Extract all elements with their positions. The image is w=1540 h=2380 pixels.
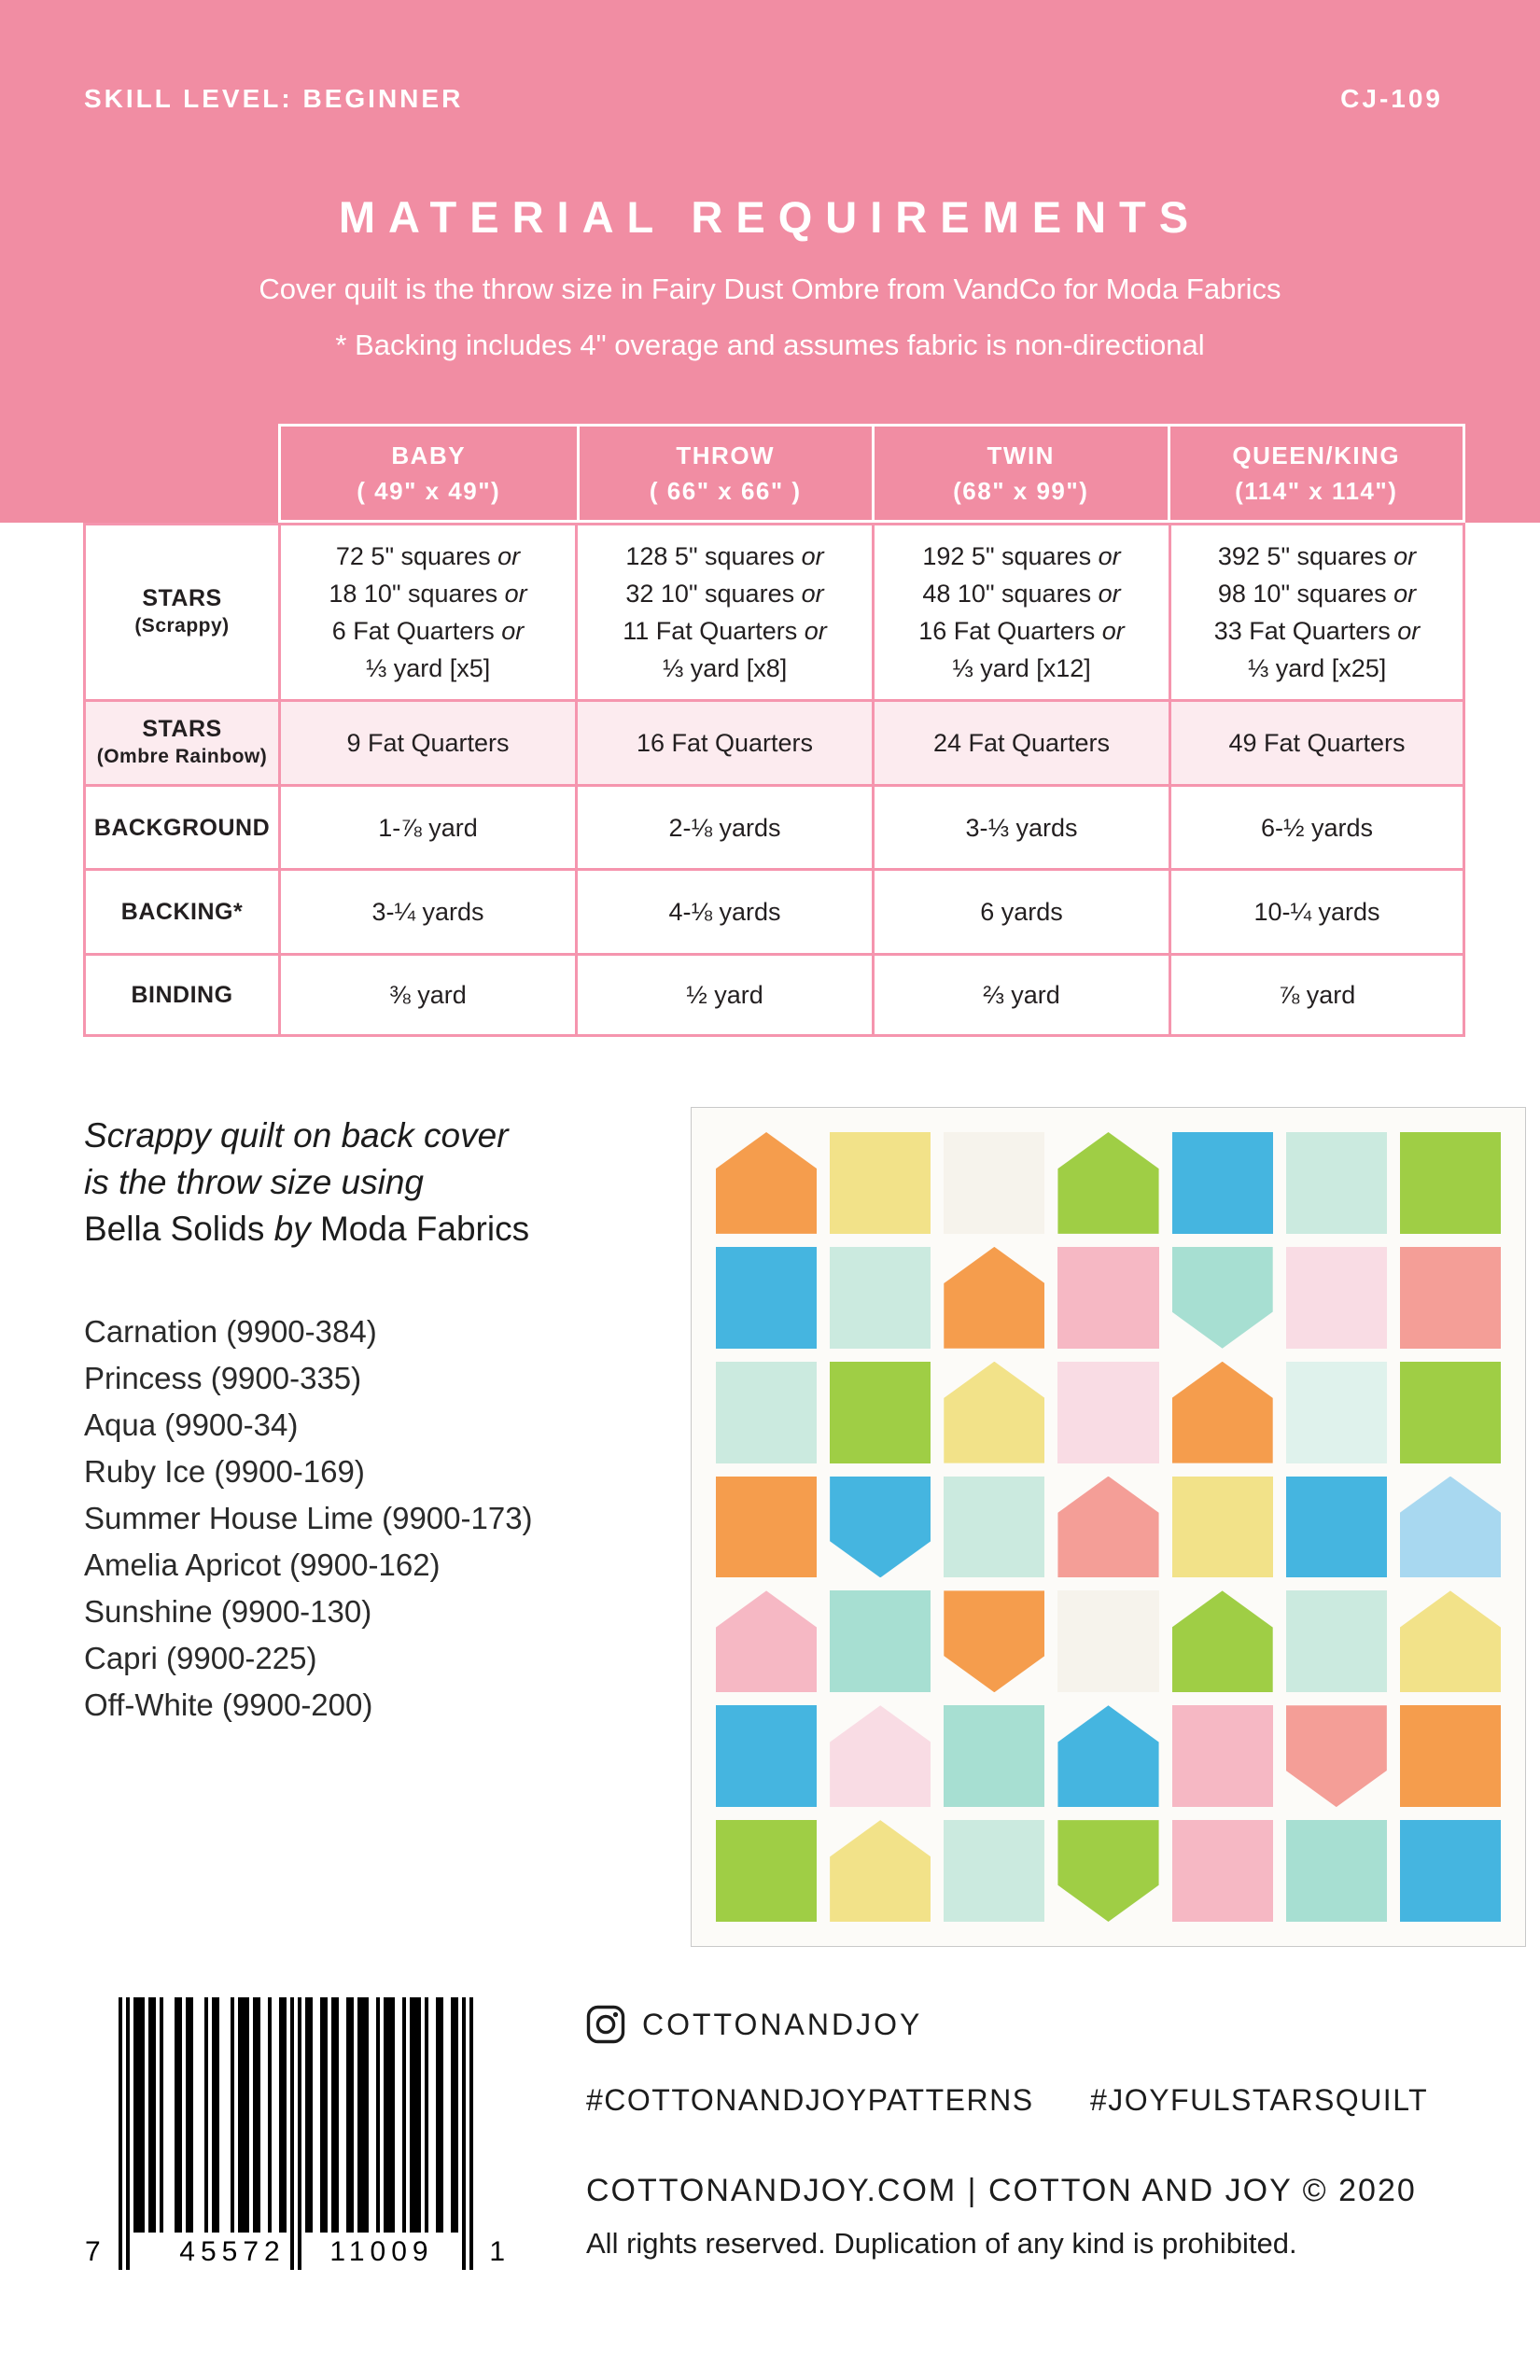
quilt-block (1057, 1477, 1158, 1578)
quilt-block (1172, 1247, 1273, 1349)
barcode-bar (469, 1997, 473, 2270)
quilt-block (1172, 1362, 1273, 1463)
quilt-block (1400, 1362, 1501, 1463)
quilt-block (1057, 1247, 1158, 1349)
row-label: BINDING (86, 953, 278, 1034)
quilt-block (830, 1705, 931, 1807)
subtitle-line-1: Cover quilt is the throw size in Fairy Dust Ombre from VandCo for Moda Fabrics (259, 273, 1281, 305)
barcode-bar (257, 1997, 260, 2233)
quilt-block (944, 1590, 1044, 1692)
quilt-block (716, 1247, 817, 1349)
subtitle-line-2: * Backing includes 4" overage and assumes fabric is non-directional (335, 329, 1205, 361)
quilt-block (944, 1247, 1044, 1349)
barcode-bar (417, 1997, 421, 2233)
table-cell: 9 Fat Quarters (278, 699, 575, 784)
quilt-block (716, 1132, 817, 1234)
quilt-block (1400, 1820, 1501, 1922)
barcode-bar (204, 1997, 208, 2233)
quilt-block (1057, 1820, 1158, 1922)
table-cell: 16 Fat Quarters (575, 699, 872, 784)
quilt-block (1286, 1362, 1387, 1463)
barcode-bar (309, 1997, 313, 2233)
barcode-bar (119, 1997, 122, 2270)
quilt-block (944, 1132, 1044, 1234)
quilt-block (944, 1362, 1044, 1463)
fabric-list-item: Summer House Lime (9900-173) (84, 1501, 533, 1535)
instagram-row (586, 2005, 922, 2044)
skill-level-label: SKILL LEVEL: BEGINNER (84, 84, 464, 113)
quilt-block (1057, 1132, 1158, 1234)
barcode-bar (160, 1997, 163, 2233)
quilt-block (1286, 1705, 1387, 1807)
quilt-block (830, 1590, 931, 1692)
table-cell: 10-¼ yards (1169, 868, 1463, 953)
note-line-2: is the throw size using (84, 1163, 425, 1201)
table-cell: ½ yard (575, 953, 872, 1034)
fabric-list-item: Off-White (9900-200) (84, 1687, 373, 1722)
barcode-bar (425, 1997, 428, 2233)
quilt-block (944, 1477, 1044, 1578)
row-label: BACKING* (86, 868, 278, 953)
fabric-list-item: Princess (9900-335) (84, 1361, 362, 1395)
hashtag-patterns: #COTTONANDJOYPATTERNS (586, 2083, 1034, 2117)
barcode-bar (178, 1997, 182, 2233)
quilt-block (1400, 1590, 1501, 1692)
quilt-block (830, 1247, 931, 1349)
barcode-bar (462, 1997, 466, 2270)
column-header: THROW ( 66" x 66" ) (577, 427, 873, 520)
page-title: MATERIAL REQUIREMENTS (338, 192, 1202, 242)
barcode-bar (324, 1997, 328, 2233)
quilt-block (1286, 1820, 1387, 1922)
barcode-bar (283, 1997, 287, 2233)
barcode-bar (391, 1997, 395, 2233)
quilt-block (716, 1705, 817, 1807)
fabric-color-list (84, 1309, 533, 1729)
quilt-block (1172, 1820, 1273, 1922)
quilt-block (1172, 1477, 1273, 1578)
materials-table-column-headers (278, 424, 1465, 523)
barcode-bar (350, 1997, 354, 2233)
table-cell: 49 Fat Quarters (1169, 699, 1463, 784)
quilt-block (944, 1820, 1044, 1922)
table-cell: 1-⅞ yard (278, 784, 575, 868)
barcode-bar (152, 1997, 156, 2233)
quilt-block (716, 1477, 817, 1578)
barcode-bar (365, 1997, 369, 2233)
quilt-block (830, 1132, 931, 1234)
barcode-bar (216, 1997, 219, 2233)
barcode-bar (298, 1997, 301, 2270)
barcode-bar (126, 1997, 130, 2270)
website-copyright-line: COTTONANDJOY.COM | COTTON AND JOY © 2020 (586, 2173, 1417, 2208)
instagram-handle: COTTONANDJOY (642, 2007, 923, 2041)
barcode-bar (245, 1997, 249, 2233)
fabric-list-item: Amelia Apricot (9900-162) (84, 1547, 441, 1582)
barcode-bar (141, 1997, 145, 2233)
fabric-list-item: Sunshine (9900-130) (84, 1594, 372, 1629)
barcode-bar (268, 1997, 272, 2233)
quilt-block (830, 1820, 931, 1922)
upc-barcode (85, 1997, 505, 2277)
quilt-block (1286, 1247, 1387, 1349)
quilt-block (944, 1705, 1044, 1807)
table-cell: 192 5" squares or 48 10" squares or 16 Fat Quarters or ⅓ yard [x12] (872, 523, 1169, 699)
quilt-block (1172, 1590, 1273, 1692)
table-cell: ⅞ yard (1169, 953, 1463, 1034)
instagram-icon (586, 2005, 625, 2044)
barcode-bar (455, 1997, 458, 2233)
barcode-digits: 1 (489, 2236, 505, 2267)
quilt-block (1400, 1247, 1501, 1349)
quilt-block (830, 1477, 931, 1578)
quilt-block (716, 1820, 817, 1922)
quilt-block (1172, 1705, 1273, 1807)
quilt-block (1172, 1132, 1273, 1234)
fabric-list-item: Ruby Ice (9900-169) (84, 1454, 365, 1489)
quilt-block (1057, 1705, 1158, 1807)
barcode-bar (189, 1997, 193, 2233)
barcode-bar (376, 1997, 380, 2233)
quilt-block (1057, 1362, 1158, 1463)
note-line-3: Bella Solids by Moda Fabrics (84, 1210, 530, 1248)
barcode-bar (440, 1997, 443, 2233)
quilt-block (1400, 1132, 1501, 1234)
fabric-list-item: Capri (9900-225) (84, 1641, 317, 1675)
table-cell: 6-½ yards (1169, 784, 1463, 868)
table-cell: 3-¼ yards (278, 868, 575, 953)
note-line-1: Scrappy quilt on back cover (84, 1116, 509, 1155)
quilt-blocks (716, 1132, 1501, 1922)
barcode-digits: 11009 (329, 2236, 434, 2267)
barcode-bar (290, 1997, 294, 2270)
table-cell: 24 Fat Quarters (872, 699, 1169, 784)
table-cell: 128 5" squares or 32 10" squares or 11 Fat Quarters or ⅓ yard [x8] (575, 523, 872, 699)
table-cell: ⅜ yard (278, 953, 575, 1034)
row-label: STARS (Ombre Rainbow) (86, 699, 278, 784)
materials-table (83, 523, 1465, 1037)
column-header: BABY ( 49" x 49") (357, 441, 501, 505)
table-cell: 4-⅛ yards (575, 868, 872, 953)
quilt-block (830, 1362, 931, 1463)
table-cell: 2-⅛ yards (575, 784, 872, 868)
back-cover-note (84, 1113, 529, 1253)
fabric-list-item: Carnation (9900-384) (84, 1314, 377, 1349)
table-cell: 6 yards (872, 868, 1169, 953)
table-cell: 3-⅓ yards (872, 784, 1169, 868)
hashtag-quilt: #JOYFULSTARSQUILT (1090, 2083, 1429, 2117)
barcode-digits: 7 (85, 2236, 101, 2267)
pattern-code: CJ-109 (1340, 84, 1443, 113)
row-label: BACKGROUND (86, 784, 278, 868)
barcode-bar (231, 1997, 234, 2233)
quilt-block (716, 1590, 817, 1692)
column-header: TWIN (68" x 99") (872, 427, 1168, 520)
quilt-photo (691, 1107, 1526, 1947)
barcode-bar (402, 1997, 406, 2233)
barcode-bar (335, 1997, 339, 2233)
quilt-block (1286, 1132, 1387, 1234)
quilt-block (1400, 1477, 1501, 1578)
fabric-list-item: Aqua (9900-34) (84, 1407, 299, 1442)
barcode-digits: 45572 (179, 2236, 286, 2267)
column-header: QUEEN/KING (114" x 114") (1168, 427, 1463, 520)
quilt-block (1286, 1477, 1387, 1578)
quilt-block (1400, 1705, 1501, 1807)
table-cell: 392 5" squares or 98 10" squares or 33 Fat Quarters or ⅓ yard [x25] (1169, 523, 1463, 699)
table-cell: 72 5" squares or 18 10" squares or 6 Fat Quarters or ⅓ yard [x5] (278, 523, 575, 699)
table-cell: ⅔ yard (872, 953, 1169, 1034)
quilt-block (1286, 1590, 1387, 1692)
row-label: STARS (Scrappy) (86, 523, 278, 699)
quilt-block (1057, 1590, 1158, 1692)
quilt-block (716, 1362, 817, 1463)
rights-line: All rights reserved. Duplication of any kind is prohibited. (586, 2227, 1297, 2260)
